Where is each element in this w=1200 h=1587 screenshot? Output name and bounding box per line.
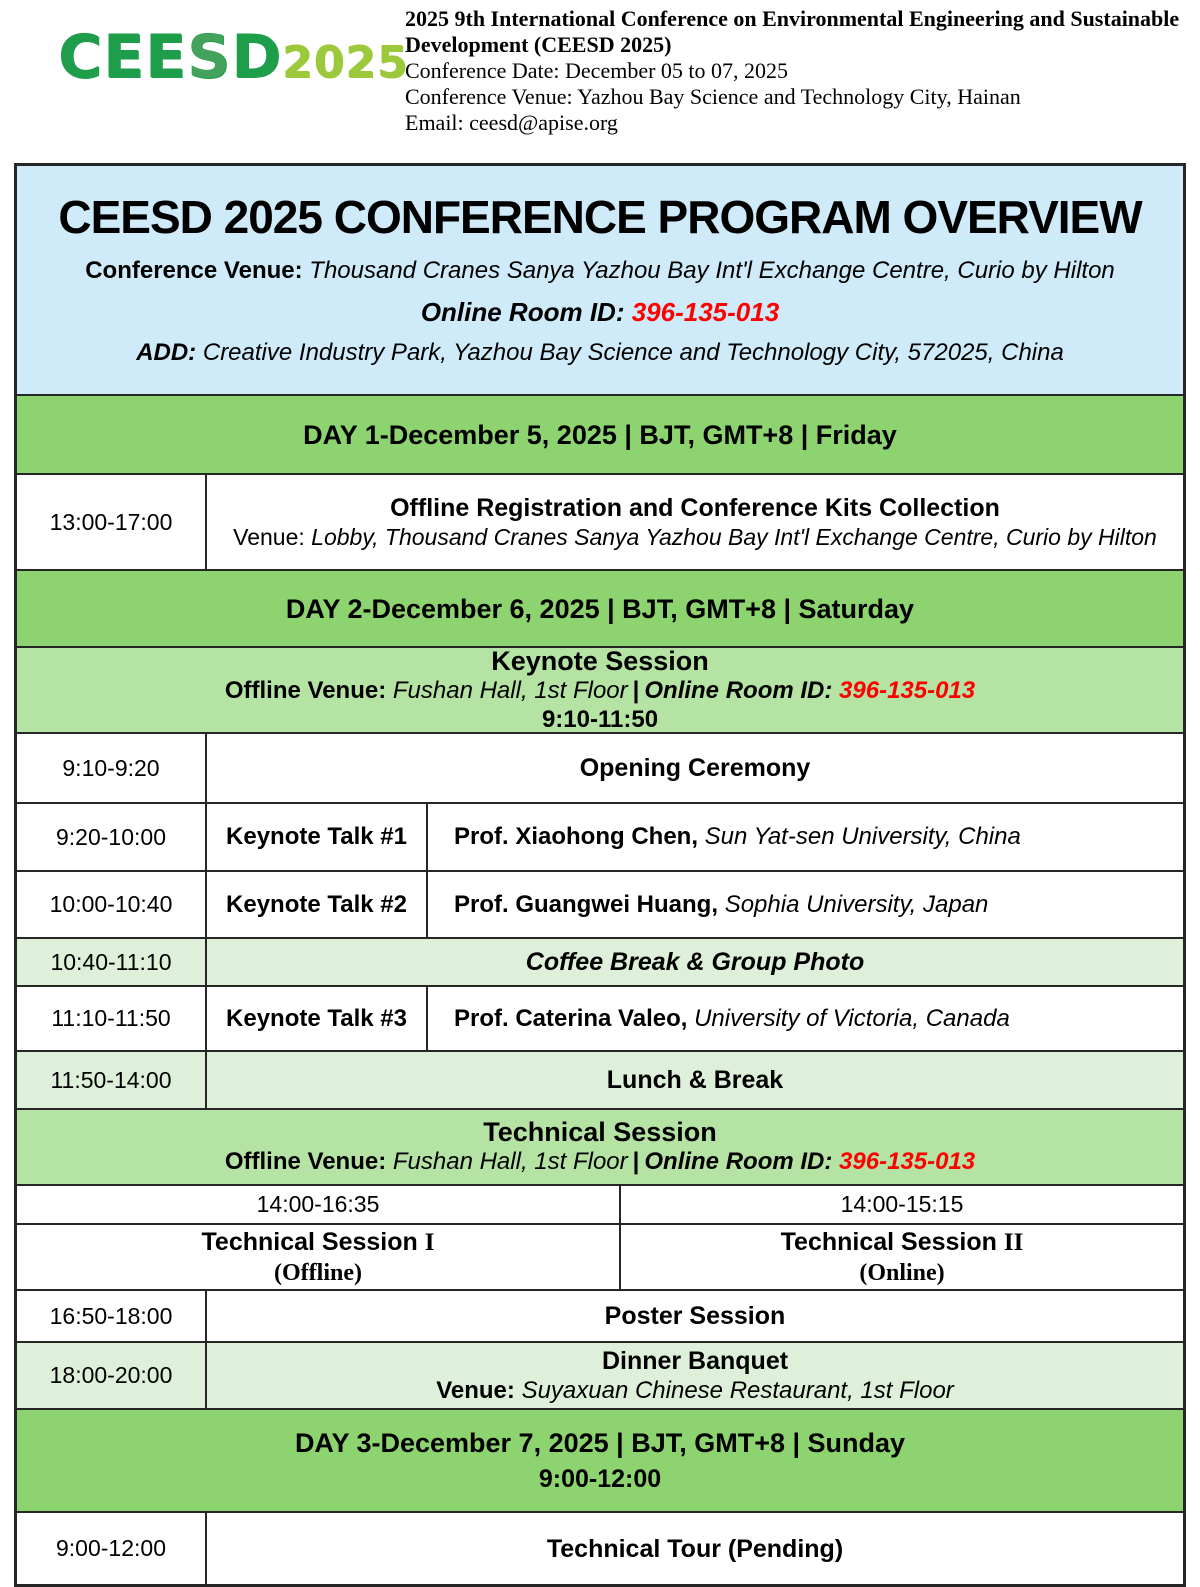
day1-header-bar <box>17 394 1183 473</box>
keynote3-speaker: Prof. Caterina Valeo, <box>454 1004 688 1032</box>
keynote2-speaker: Prof. Guangwei Huang, <box>454 890 719 918</box>
row-keynote-1 <box>17 802 1183 870</box>
keynote-offline-label: Offline Venue: <box>224 676 387 704</box>
logo-letter-s: S <box>187 22 232 92</box>
row-keynote-2 <box>17 870 1183 937</box>
poster-time: 16:50-18:00 <box>17 1291 207 1341</box>
day2-header-bar <box>17 569 1183 646</box>
technical-session-venue-line <box>225 1147 975 1176</box>
keynote2-speaker-cell <box>428 872 1183 937</box>
keynote-room-id: 396-135-013 <box>839 676 976 704</box>
technical2-numeral: II <box>1003 1228 1024 1256</box>
day2-header-text: DAY 2-December 6, 2025 | BJT, GMT+8 | Saturday <box>285 593 915 624</box>
overview-room-id: 396-135-013 <box>631 297 780 327</box>
keynote2-affiliation: Sophia University, Japan <box>724 890 989 918</box>
overview-venue-label: Conference Venue: <box>85 257 303 284</box>
day3-header-text: DAY 3-December 7, 2025 | BJT, GMT+8 | Sunday <box>294 1427 906 1458</box>
keynote-session-venue-line <box>225 676 975 705</box>
overview-room-line <box>420 297 780 327</box>
keynote-offline-value: Fushan Hall, 1st Floor <box>392 676 628 704</box>
logo-text: CEE <box>58 22 188 92</box>
program-table <box>14 163 1186 1587</box>
coffee-time: 10:40-11:10 <box>17 939 207 985</box>
row-technical-times <box>17 1184 1183 1223</box>
keynote1-label: Keynote Talk #1 <box>207 804 428 870</box>
page-title: CEESD 2025 CONFERENCE PROGRAM OVERVIEW <box>58 191 1142 243</box>
dinner-cell <box>207 1343 1183 1408</box>
keynote2-label: Keynote Talk #2 <box>207 872 428 937</box>
technical1-numeral: I <box>424 1228 435 1256</box>
technical-room-label: Online Room ID: <box>644 1148 833 1175</box>
keynote-session-header <box>17 646 1183 732</box>
overview-add-value: Creative Industry Park, Yazhou Bay Science and Technology City, 572025, China <box>202 339 1064 366</box>
row-poster-session <box>17 1289 1183 1341</box>
keynote1-speaker-cell <box>428 804 1183 870</box>
keynote1-speaker: Prof. Xiaohong Chen, <box>454 823 698 850</box>
overview-address-line <box>136 341 1064 365</box>
conference-date: Conference Date: December 05 to 07, 2025 <box>405 58 789 83</box>
keynote1-time: 9:20-10:00 <box>17 804 207 870</box>
technical1-cell <box>17 1225 621 1289</box>
tour-time: 9:00-12:00 <box>17 1513 207 1584</box>
dinner-venue-label: Venue: <box>436 1376 515 1404</box>
day1-header-text: DAY 1-December 5, 2025 | BJT, GMT+8 | Friday <box>303 419 897 450</box>
tour-title: Technical Tour (Pending) <box>546 1534 844 1563</box>
row-technical-names <box>17 1223 1183 1289</box>
row-registration <box>17 473 1183 569</box>
keynote3-speaker-cell <box>428 987 1183 1050</box>
letterhead-text <box>405 6 1185 136</box>
row-technical-tour <box>17 1511 1183 1584</box>
overview-room-label: Online Room ID: <box>420 297 625 327</box>
technical2-time: 14:00-15:15 <box>840 1191 964 1217</box>
dinner-venue-line <box>436 1376 954 1406</box>
dinner-time: 18:00-20:00 <box>17 1343 207 1408</box>
keynote-session-title: Keynote Session <box>491 645 709 676</box>
technical-session-title: Technical Session <box>483 1117 717 1147</box>
keynote3-affiliation: University of Victoria, Canada <box>694 1004 1010 1032</box>
row-lunch-break <box>17 1050 1183 1108</box>
opening-time: 9:10-9:20 <box>17 734 207 802</box>
poster-title: Poster Session <box>604 1302 786 1330</box>
registration-title: Offline Registration and Conference Kits Collection <box>390 493 1000 522</box>
dinner-title: Dinner Banquet <box>601 1346 789 1375</box>
technical-room-id: 396-135-013 <box>839 1148 976 1175</box>
keynote-room-label: Online Room ID: <box>644 676 833 704</box>
row-opening-ceremony <box>17 732 1183 802</box>
lunch-title: Lunch & Break <box>606 1066 784 1094</box>
keynote-session-time: 9:10-11:50 <box>541 705 659 733</box>
lunch-time: 11:50-14:00 <box>17 1052 207 1108</box>
technical-separator: | <box>632 1148 640 1175</box>
technical1-name-line <box>202 1227 435 1258</box>
technical-offline-value: Fushan Hall, 1st Floor <box>392 1148 628 1175</box>
overview-venue-value: Thousand Cranes Sanya Yazhou Bay Int'l Exchange Centre, Curio by Hilton <box>309 257 1115 284</box>
day3-header-bar <box>17 1408 1183 1511</box>
registration-venue-value: Lobby, Thousand Cranes Sanya Yazhou Bay Int'l Exchange Centre, Curio by Hilton <box>311 523 1157 550</box>
technical2-name: Technical Session <box>780 1227 997 1256</box>
conference-venue: Conference Venue: Yazhou Bay Science and Technology City, Hainan <box>405 84 1021 109</box>
keynote3-label: Keynote Talk #3 <box>207 987 428 1050</box>
letterhead <box>0 0 1200 163</box>
logo-text-end: D <box>231 22 283 92</box>
dinner-venue-value: Suyaxuan Chinese Restaurant, 1st Floor <box>521 1376 954 1404</box>
technical2-mode: (Online) <box>859 1259 945 1286</box>
overview-header <box>17 166 1183 394</box>
overview-venue-line <box>85 259 1115 283</box>
row-keynote-3 <box>17 985 1183 1050</box>
keynote-separator: | <box>632 676 640 704</box>
overview-add-label: ADD: <box>136 339 197 366</box>
conference-email: Email: ceesd@apise.org <box>405 110 618 135</box>
opening-title: Opening Ceremony <box>579 754 811 782</box>
technical-session-header <box>17 1108 1183 1184</box>
keynote1-affiliation: Sun Yat-sen University, China <box>704 823 1021 850</box>
technical2-name-line <box>781 1227 1024 1258</box>
conference-title: 2025 9th International Conference on Environmental Engineering and Sustainable Development (CEESD 2025) <box>405 6 1180 57</box>
technical1-time: 14:00-16:35 <box>17 1186 621 1223</box>
logo-year: 2025 <box>282 37 409 88</box>
technical2-cell <box>621 1225 1183 1289</box>
technical-offline-label: Offline Venue: <box>224 1148 387 1175</box>
row-dinner-banquet <box>17 1341 1183 1408</box>
registration-venue-line <box>233 523 1157 552</box>
coffee-title: Coffee Break & Group Photo <box>525 948 865 976</box>
registration-time: 13:00-17:00 <box>17 475 207 569</box>
technical1-mode: (Offline) <box>274 1259 362 1286</box>
registration-cell <box>207 475 1183 569</box>
ceesd-logo <box>58 22 409 92</box>
registration-venue-label: Venue: <box>233 523 305 550</box>
row-coffee-break <box>17 937 1183 985</box>
technical1-name: Technical Session <box>201 1227 418 1256</box>
keynote2-time: 10:00-10:40 <box>17 872 207 937</box>
day3-header-time: 9:00-12:00 <box>538 1464 662 1493</box>
keynote3-time: 11:10-11:50 <box>17 987 207 1050</box>
